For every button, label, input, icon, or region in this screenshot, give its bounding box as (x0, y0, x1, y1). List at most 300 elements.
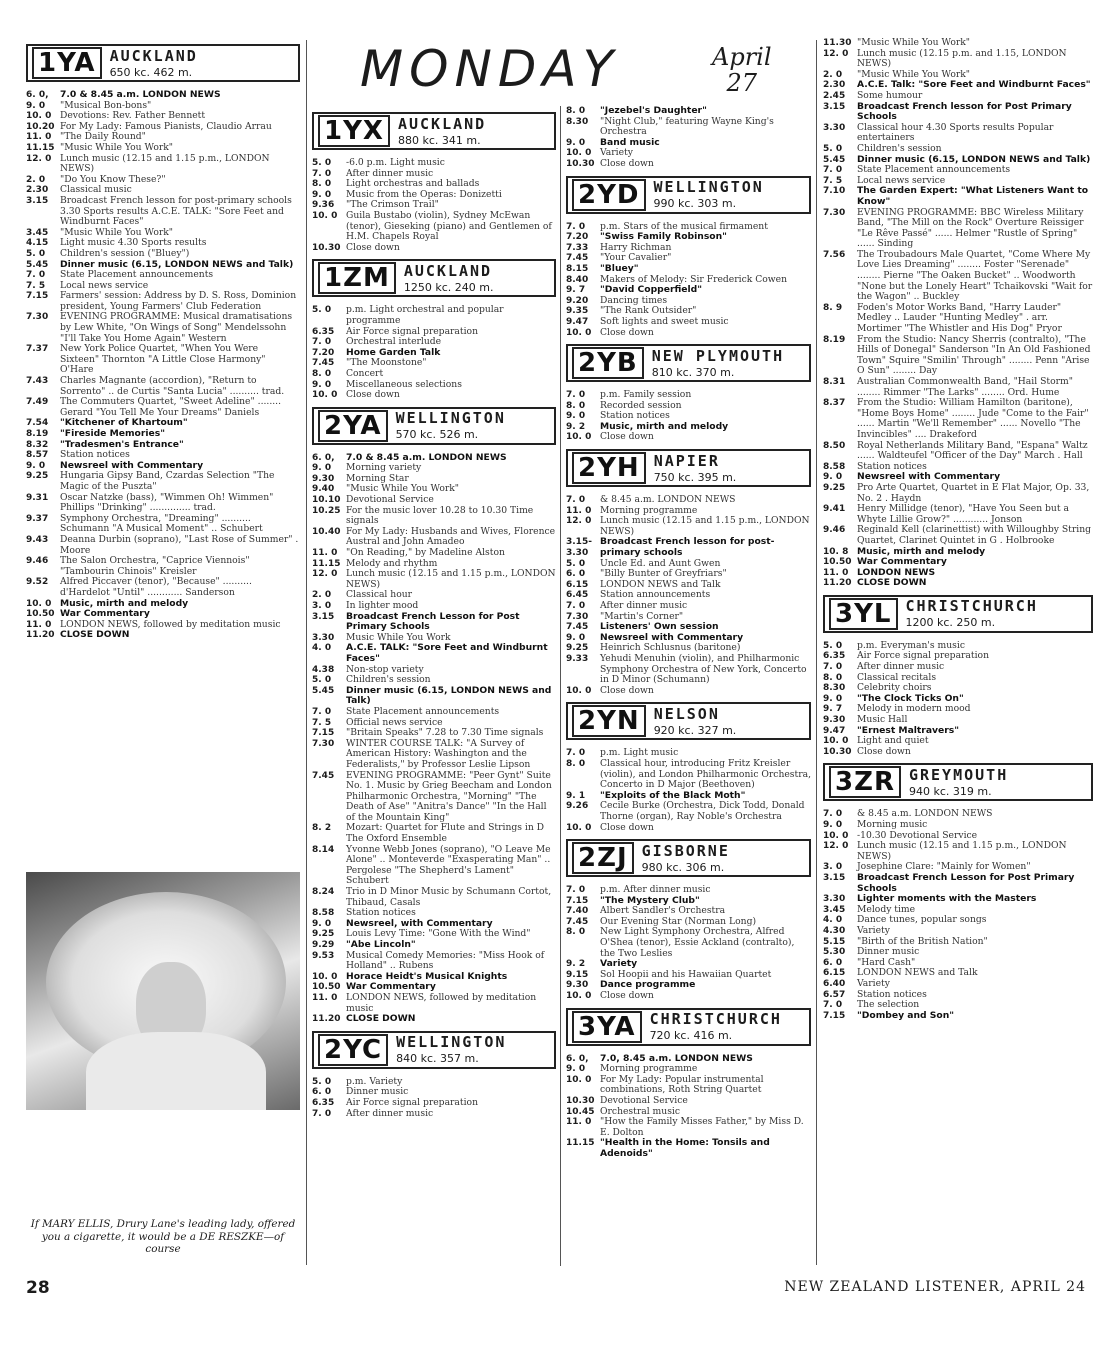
entry-time: 7. 5 (312, 717, 332, 728)
entry-description: Newsreel with Commentary (600, 631, 744, 643)
program-entry (26, 556, 300, 577)
program-entry (566, 264, 811, 275)
program-entry (26, 397, 300, 418)
program-entry (823, 525, 1093, 546)
entry-description: "Do You Know These?" (60, 173, 166, 185)
entry-time: 6. 0, (312, 452, 335, 463)
entry-description: "Abe Lincoln" (346, 939, 416, 950)
entry-time: 7. 0 (566, 495, 586, 506)
entry-description: Station notices (857, 988, 927, 1000)
entry-time: 9. 0 (566, 411, 586, 422)
program-entry (26, 90, 300, 101)
entry-description: p.m. Light orchestral and popular programme (346, 304, 504, 326)
entry-time: 9.25 (566, 643, 589, 654)
entry-time: 4. 0 (823, 915, 843, 926)
program-entry (312, 601, 556, 612)
entry-time: 8.40 (566, 274, 589, 285)
entry-time: 12. 0 (26, 153, 52, 164)
entry-description: Dance programme (600, 979, 696, 991)
entry-description: Orchestral music (600, 1105, 680, 1117)
entry-description: "Music While You Work" (60, 141, 174, 153)
station-callsign: 2YH (572, 452, 646, 484)
entry-description: CLOSE DOWN (857, 577, 927, 589)
entry-time: 10.30 (312, 242, 341, 253)
station-frequency: 650 kc. 462 m. (109, 65, 193, 79)
entry-time: 10. 0 (312, 210, 338, 221)
entry-time: 9. 2 (566, 959, 586, 970)
entry-time: 9. 7 (823, 704, 843, 715)
entry-time: 6. 0 (823, 957, 843, 968)
entry-time: 9.35 (566, 306, 589, 317)
entry-description: -10.30 Devotional Service (857, 829, 978, 841)
program-entry (312, 771, 556, 824)
entry-description: "Fireside Memories" (60, 428, 166, 439)
program-entry (312, 243, 556, 254)
program-entry (566, 927, 811, 959)
program-entry (312, 369, 556, 380)
program-entry (26, 630, 300, 641)
entry-time: 9.25 (312, 929, 335, 940)
entry-description: Dancing times (600, 294, 668, 306)
entry-description: Horace Heidt's Musical Knights (346, 970, 508, 982)
entry-time: 2.30 (823, 80, 846, 91)
entry-description: Heinrich Schlusnus (baritone) (600, 642, 741, 654)
entry-time: 2.45 (823, 90, 846, 101)
station-frequency: 720 kc. 416 m. (649, 1029, 733, 1043)
entry-time: 10. 0 (823, 830, 849, 841)
station-city: NELSON (653, 704, 720, 723)
program-entry (26, 535, 300, 556)
entry-description: "Kitchener of Khartoum" (60, 417, 188, 429)
entry-description: Sol Hoopii and his Hawaiian Quartet (600, 968, 772, 980)
entry-description: p.m. Light music (600, 747, 679, 759)
entry-time: 7.45 (566, 253, 589, 264)
station-header (566, 449, 811, 487)
entry-description: p.m. Family session (600, 389, 692, 401)
entry-time: 6. 0 (566, 569, 586, 580)
entry-time: 10.30 (566, 1096, 595, 1106)
entry-time: 9. 0 (566, 137, 586, 148)
station-info (906, 599, 1038, 628)
entry-description: Local news service (60, 279, 149, 291)
entry-time: 10. 0 (26, 598, 52, 609)
entry-time: 8. 0 (823, 672, 843, 683)
entry-time: 9. 0 (312, 189, 332, 200)
entry-time: 4.30 (823, 925, 846, 936)
entry-description: Morning programme (600, 504, 698, 516)
entry-time: 10.50 (312, 982, 341, 993)
entry-time: 5.15 (823, 936, 846, 947)
entry-time: 10. 0 (312, 971, 338, 982)
program-entry (566, 1138, 811, 1159)
program-entry (566, 106, 811, 117)
entry-description: Variety (857, 924, 890, 936)
entry-time: 7. 5 (26, 280, 46, 291)
entry-description: Dinner music (6.15, LONDON NEWS and Talk) (346, 684, 552, 707)
entry-description: "The Clock Ticks On" (857, 692, 964, 704)
entry-description: The Commuters Quartet, "Sweet Adeline" ........ Gerard "You Tell Me Your Dreams" Daniels (60, 396, 282, 418)
station-header (26, 44, 300, 82)
entry-description: Mozart: Quartet for Flute and Strings in D The Oxford Ensemble (346, 822, 545, 845)
station-city: WELLINGTON (653, 178, 764, 197)
entry-description: Close down (346, 389, 400, 401)
entry-description: War Commentary (346, 981, 436, 993)
program-entry (26, 249, 300, 260)
entry-time: 3. 0 (823, 862, 843, 873)
entry-description: The Salon Orchestra, "Caprice Viennois" "Tambourin Chinois" Kreisler (60, 555, 250, 577)
entry-time: 6.57 (823, 989, 846, 1000)
station-header (566, 839, 811, 877)
entry-time: 9.30 (566, 980, 589, 991)
entry-description: & 8.45 a.m. LONDON NEWS (857, 808, 993, 820)
entry-time: 9. 0 (26, 460, 46, 471)
entry-description: Oscar Natzke (bass), "Wimmen Oh! Wimmen" Phillips "Drinking" .............. trad. (60, 491, 274, 514)
program-entry (312, 390, 556, 401)
entry-description: Close down (600, 684, 654, 696)
program-entry (566, 516, 811, 537)
entry-time: 11. 0 (312, 548, 338, 559)
entry-description: Local news service (857, 174, 946, 186)
station-city: AUCKLAND (397, 114, 487, 133)
entry-time: 8. 9 (823, 302, 843, 313)
entry-time: 11. 0 (26, 619, 52, 630)
entry-description: "Musical Bon-bons" (60, 99, 152, 111)
entry-description: Morning Star (346, 472, 409, 484)
entry-time: 9. 0 (823, 693, 843, 704)
program-entry (312, 845, 556, 887)
entry-time: 7.33 (566, 242, 589, 253)
program-entry (26, 471, 300, 492)
entry-description: After dinner music (600, 600, 688, 611)
entry-description: Yehudi Menuhin (violin), and Philharmonic Symphony Orchestra of New York, Concerto in D Minor (Schumann) (600, 652, 807, 686)
entry-time: 10.50 (823, 557, 852, 568)
entry-time: 7.45 (312, 770, 335, 781)
station-callsign: 1YA (32, 47, 102, 79)
entry-time: 9. 0 (312, 463, 332, 474)
entry-description: Home Garden Talk (346, 346, 441, 358)
entry-time: 4.15 (26, 238, 49, 249)
station-header (312, 112, 556, 150)
entry-description: New Light Symphony Orchestra, Alfred O'Shea (tenor), Essie Ackland (contralto), the Two Leslies (600, 926, 795, 959)
entry-time: 7.56 (823, 249, 846, 260)
entry-description: After dinner music (346, 167, 434, 179)
entry-time: 8. 0 (566, 927, 586, 938)
entry-description: "David Copperfield" (600, 284, 703, 296)
entry-description: "Ernest Maltravers" (857, 724, 960, 736)
entry-time: 10.30 (823, 746, 852, 757)
entry-time: 11. 0 (566, 1117, 592, 1128)
entry-description: For My Lady: Popular instrumental combinations, Roth String Quartet (600, 1073, 764, 1096)
entry-description: From the Studio: Nancy Sherris (contralto), "The Hills of Donegal" Sanderson "In An Old Fashioned Town" Squire "Smilin' Through" ........ Penn "Arise O Sun" ........ Day (857, 333, 1091, 377)
program-entry (26, 429, 300, 440)
entry-description: LONDON NEWS, followed by meditation music (60, 618, 281, 630)
column-4 (823, 38, 1093, 1266)
entry-time: 5. 0 (823, 640, 843, 651)
entry-time: 6. 0, (26, 90, 49, 100)
entry-description: Lunch music (12.15 and 1.15 p.m., LONDON NEWS) (600, 515, 810, 537)
station-frequency: 990 kc. 303 m. (653, 197, 737, 211)
entry-time: 7.30 (312, 738, 335, 749)
entry-time: 9. 0 (312, 379, 332, 390)
program-entry (566, 537, 811, 558)
entry-time: 8.14 (312, 844, 335, 855)
entry-description: Farmers' session: Address by D. S. Ross, Dominion president, Young Farmers' Club Federation (60, 290, 297, 312)
entry-time: 6.35 (312, 326, 335, 337)
day-title: MONDAY (360, 40, 620, 98)
page-number: 28 (26, 1278, 50, 1298)
program-entry (312, 1098, 556, 1109)
entry-time: 8. 0 (312, 368, 332, 379)
program-entry (26, 196, 300, 228)
entry-time: 9. 7 (566, 285, 586, 296)
entry-description: Classical hour 4.30 Sports results Popular entertainers (857, 121, 1054, 144)
station-callsign: 2YN (572, 705, 646, 737)
program-entry (312, 940, 556, 951)
entry-time: 8.30 (823, 683, 846, 694)
entry-description: Station announcements (600, 589, 711, 601)
entry-time: 7.20 (566, 232, 589, 243)
entry-time: 2. 0 (26, 174, 46, 185)
entry-time: 9.52 (26, 577, 49, 588)
entry-time: 10.10 (312, 495, 341, 506)
entry-description: Close down (857, 745, 911, 757)
program-entry (566, 328, 811, 339)
column-divider (560, 106, 561, 1266)
entry-time: 6.35 (312, 1097, 335, 1108)
station-info (653, 451, 737, 484)
station-city: GREYMOUTH (908, 765, 1009, 784)
entry-time: 10. 0 (566, 327, 592, 338)
entry-time: 6.15 (823, 968, 846, 979)
program-entry (566, 117, 811, 138)
program-entry (312, 707, 556, 718)
entry-description: -6.0 p.m. Light music (346, 157, 445, 168)
entry-time: 10. 8 (823, 546, 849, 557)
program-entry (566, 601, 811, 612)
entry-description: Music While You Work (346, 631, 451, 643)
entry-description: Music Hall (857, 714, 908, 726)
entry-time: 8.31 (823, 377, 846, 387)
entry-description: In lighter mood (346, 600, 419, 611)
entry-time: 7. 0 (312, 1108, 332, 1119)
program-entry (312, 527, 556, 548)
entry-description: "Health in the Home: Tonsils and Adenoids" (600, 1137, 770, 1159)
entry-time: 9.46 (823, 525, 846, 536)
entry-time: 9. 0 (823, 472, 843, 483)
entry-description: Hungaria Gipsy Band, Czardas Selection "The Magic of the Puszta" (60, 470, 275, 492)
entry-description: "Music While You Work" (346, 483, 460, 495)
station-callsign: 2YB (572, 347, 644, 379)
entry-description: Station notices (857, 460, 927, 472)
entry-description: Newsreel with Commentary (60, 459, 204, 471)
program-entry (26, 514, 300, 535)
entry-description: Air Force signal preparation (346, 1096, 478, 1108)
entry-time: 11. 0 (26, 132, 52, 143)
entry-time: 7. 0 (566, 748, 586, 759)
entry-time: 11. 0 (823, 567, 849, 578)
entry-description: "Birth of the British Nation" (857, 935, 988, 947)
entry-description: "Martin's Corner" (600, 610, 684, 622)
entry-time: 8.24 (312, 887, 335, 898)
entry-time: 4. 0 (312, 643, 332, 654)
entry-description: Music, mirth and melody (857, 545, 986, 557)
entry-description: Reginald Kell (clarinettist) with Willoughby String Quartet, Clarinet Quintet in G . Holbrooke (857, 524, 1092, 546)
entry-description: Light and quiet (857, 735, 929, 747)
entry-description: Morning programme (600, 1063, 698, 1075)
program-entry (566, 823, 811, 834)
entry-description: After dinner music (346, 1107, 434, 1119)
entry-time: 8.58 (823, 461, 846, 472)
station-header (566, 702, 811, 740)
entry-time: 10.20 (26, 121, 55, 132)
program-entry (26, 493, 300, 514)
station-header (312, 407, 556, 445)
station-callsign: 3ZR (829, 766, 901, 798)
station-city: AUCKLAND (109, 46, 198, 65)
program-entry (823, 102, 1093, 123)
entry-time: 7.15 (312, 728, 335, 739)
entry-description: Soft lights and sweet music (600, 315, 729, 327)
entry-time: 8.30 (566, 116, 589, 127)
entry-time: 3.30 (823, 122, 846, 133)
entry-time: 7.45 (566, 622, 589, 633)
station-callsign: 3YA (572, 1011, 642, 1043)
entry-time: 7.54 (26, 418, 49, 429)
entry-time: 7. 0 (823, 662, 843, 673)
program-entry (823, 377, 1093, 398)
entry-description: Classical hour, introducing Fritz Kreisler (violin), and London Philharmonic Orchestra, Concerto in D Major (Beethoven) (600, 757, 811, 791)
entry-time: 6. 0, (566, 1053, 589, 1064)
program-entry (823, 841, 1093, 862)
entry-time: 7. 5 (823, 175, 843, 186)
entry-description: Station notices (600, 410, 670, 422)
entry-description: Devotions: Rev. Father Bennett (60, 110, 206, 122)
entry-description: From the Studio: William Hamilton (baritone), "Home Boys Home" ........ Jude "Come to the Fair" ...... Martin "We'll Remember" ...... Novello "The Invincibles" .... Drakeford (857, 397, 1089, 440)
entry-time: 10.45 (566, 1106, 595, 1117)
entry-time: 5.45 (312, 685, 335, 696)
program-entry (566, 801, 811, 822)
entry-description: "The Mystery Club" (600, 894, 700, 906)
entry-description: A.C.E. Talk: "Sore Feet and Windburnt Faces" (857, 79, 1091, 91)
entry-description: p.m. After dinner music (600, 884, 711, 896)
station-city: WELLINGTON (395, 409, 506, 428)
program-entry (823, 144, 1093, 155)
entry-description: CLOSE DOWN (346, 1013, 416, 1025)
entry-time: 3.15 (312, 611, 335, 622)
entry-time: 7. 0 (312, 706, 332, 717)
entry-description: 7.0, 8.45 a.m. LONDON NEWS (600, 1052, 753, 1064)
entry-description: "Music While You Work" (857, 38, 971, 48)
entry-description: Broadcast French Lesson for Post Primary Schools (346, 610, 520, 633)
entry-description: Station notices (346, 907, 416, 919)
program-entry (823, 441, 1093, 462)
station-info (650, 1012, 782, 1041)
entry-description: EVENING PROGRAMME: BBC Wireless Military Band, "The Mill on the Rock" Overture Reissiger "Le Rêve Passé" ...... Helmer "Rustle of Spring" ...... Sinding (857, 206, 1084, 250)
entry-description: 7.0 & 8.45 a.m. LONDON NEWS (346, 451, 507, 463)
program-entry (26, 291, 300, 312)
entry-description: Foden's Motor Works Band, "Harry Lauder" Medley .. Lauder "Hunting Medley" . arr. Mortimer "The Whistler and His Dog" Pryor (857, 301, 1062, 335)
entry-description: Melody and rhythm (346, 557, 438, 569)
program-entry (312, 739, 556, 771)
entry-description: WINTER COURSE TALK: "A Survey of American History: Washington and the Federalists," by Professor Leslie Lipson (346, 737, 531, 770)
entry-time: 9. 0 (823, 820, 843, 830)
station-frequency: 920 kc. 327 m. (653, 723, 737, 737)
entry-description: "Your Cavalier" (600, 252, 672, 264)
portrait-photo (26, 872, 300, 1110)
entry-time: 3.15 (26, 195, 49, 206)
entry-description: For the music lover 10.28 to 10.30 Time signals (346, 504, 534, 527)
entry-description: Trio in D Minor Music by Schumann Cortot, Thibaud, Casals (346, 886, 552, 908)
entry-description: The selection (857, 999, 920, 1011)
date-block (712, 44, 772, 96)
entry-description: Close down (346, 241, 400, 253)
entry-description: Dance tunes, popular songs (857, 914, 987, 926)
entry-description: "Night Club," featuring Wayne King's Orchestra (600, 115, 774, 138)
entry-time: 9.33 (566, 653, 589, 664)
column-divider (306, 40, 307, 1265)
entry-time: 10.50 (26, 609, 55, 620)
footer-masthead: NEW ZEALAND LISTENER, APRIL 24 (784, 1279, 1086, 1295)
entry-time: 8. 0 (566, 400, 586, 411)
program-entry (566, 654, 811, 686)
station-info (109, 46, 198, 79)
entry-description: Australian Commonwealth Band, "Hail Storm" ........ Rimmer "The Larks" ........ Ord. Hume (857, 376, 1073, 398)
entry-description: Dinner music (6.15, LONDON NEWS and Talk) (857, 153, 1091, 165)
entry-description: "Bluey" (600, 262, 639, 274)
entry-description: "The Daily Round" (60, 131, 146, 143)
entry-time: 9.29 (312, 940, 335, 950)
entry-time: 7.40 (566, 906, 589, 917)
entry-time: 9. 0 (566, 632, 586, 643)
station-frequency: 980 kc. 306 m. (641, 860, 725, 874)
entry-description: EVENING PROGRAMME: Musical dramatisations by Lew White, "On Wings of Song" Mendelssohn "I'll Take You Home Again" Western (60, 311, 293, 344)
entry-time: 11.15 (566, 1138, 595, 1149)
entry-description: Lunch music (12.15 and 1.15 p.m., LONDON NEWS) (346, 568, 556, 590)
entry-description: Broadcast French lesson for post-primary schools (600, 536, 775, 559)
entry-time: 10. 0 (566, 1074, 592, 1085)
station-frequency: 940 kc. 319 m. (908, 784, 992, 798)
program-entry (312, 506, 556, 527)
entry-time: 11.30 (823, 38, 852, 48)
entry-time: 5. 0 (312, 305, 332, 316)
entry-description: Dinner music (857, 946, 920, 958)
entry-time: 7.30 (26, 312, 49, 323)
entry-description: "The Crimson Trail" (346, 199, 439, 211)
entry-description: Variety (857, 977, 890, 989)
station-info (397, 114, 487, 147)
entry-description: Variety (600, 147, 633, 159)
entry-time: 9.30 (312, 473, 335, 484)
program-entry (823, 747, 1093, 758)
entry-time: 6. 0 (312, 1087, 332, 1098)
station-city: AUCKLAND (403, 261, 493, 280)
entry-description: For My Lady: Husbands and Wives, Florence Austral and John Amadeo (346, 525, 556, 548)
entry-description: Non-stop variety (346, 663, 424, 675)
entry-time: 11. 0 (312, 992, 338, 1003)
program-entry (312, 612, 556, 633)
entry-time: 3.30 (312, 632, 335, 643)
entry-description: Close down (600, 157, 654, 169)
entry-description: "Britain Speaks" 7.28 to 7.30 Time signals (346, 727, 544, 739)
entry-time: 7. 0 (566, 601, 586, 611)
entry-description: Royal Netherlands Military Band, "Espana" Waltz ...... Waldteufel "Officer of the Day" March . Hall (857, 439, 1088, 462)
entry-description: Concert (346, 367, 384, 379)
entry-description: p.m. Stars of the musical firmament (600, 220, 768, 232)
program-entry (823, 303, 1093, 335)
program-entry (566, 686, 811, 697)
entry-description: Symphony Orchestra, "Dreaming" .......... Schumann "A Musical Moment" .. Schubert (60, 512, 263, 535)
entry-description: Classical music (60, 184, 132, 196)
